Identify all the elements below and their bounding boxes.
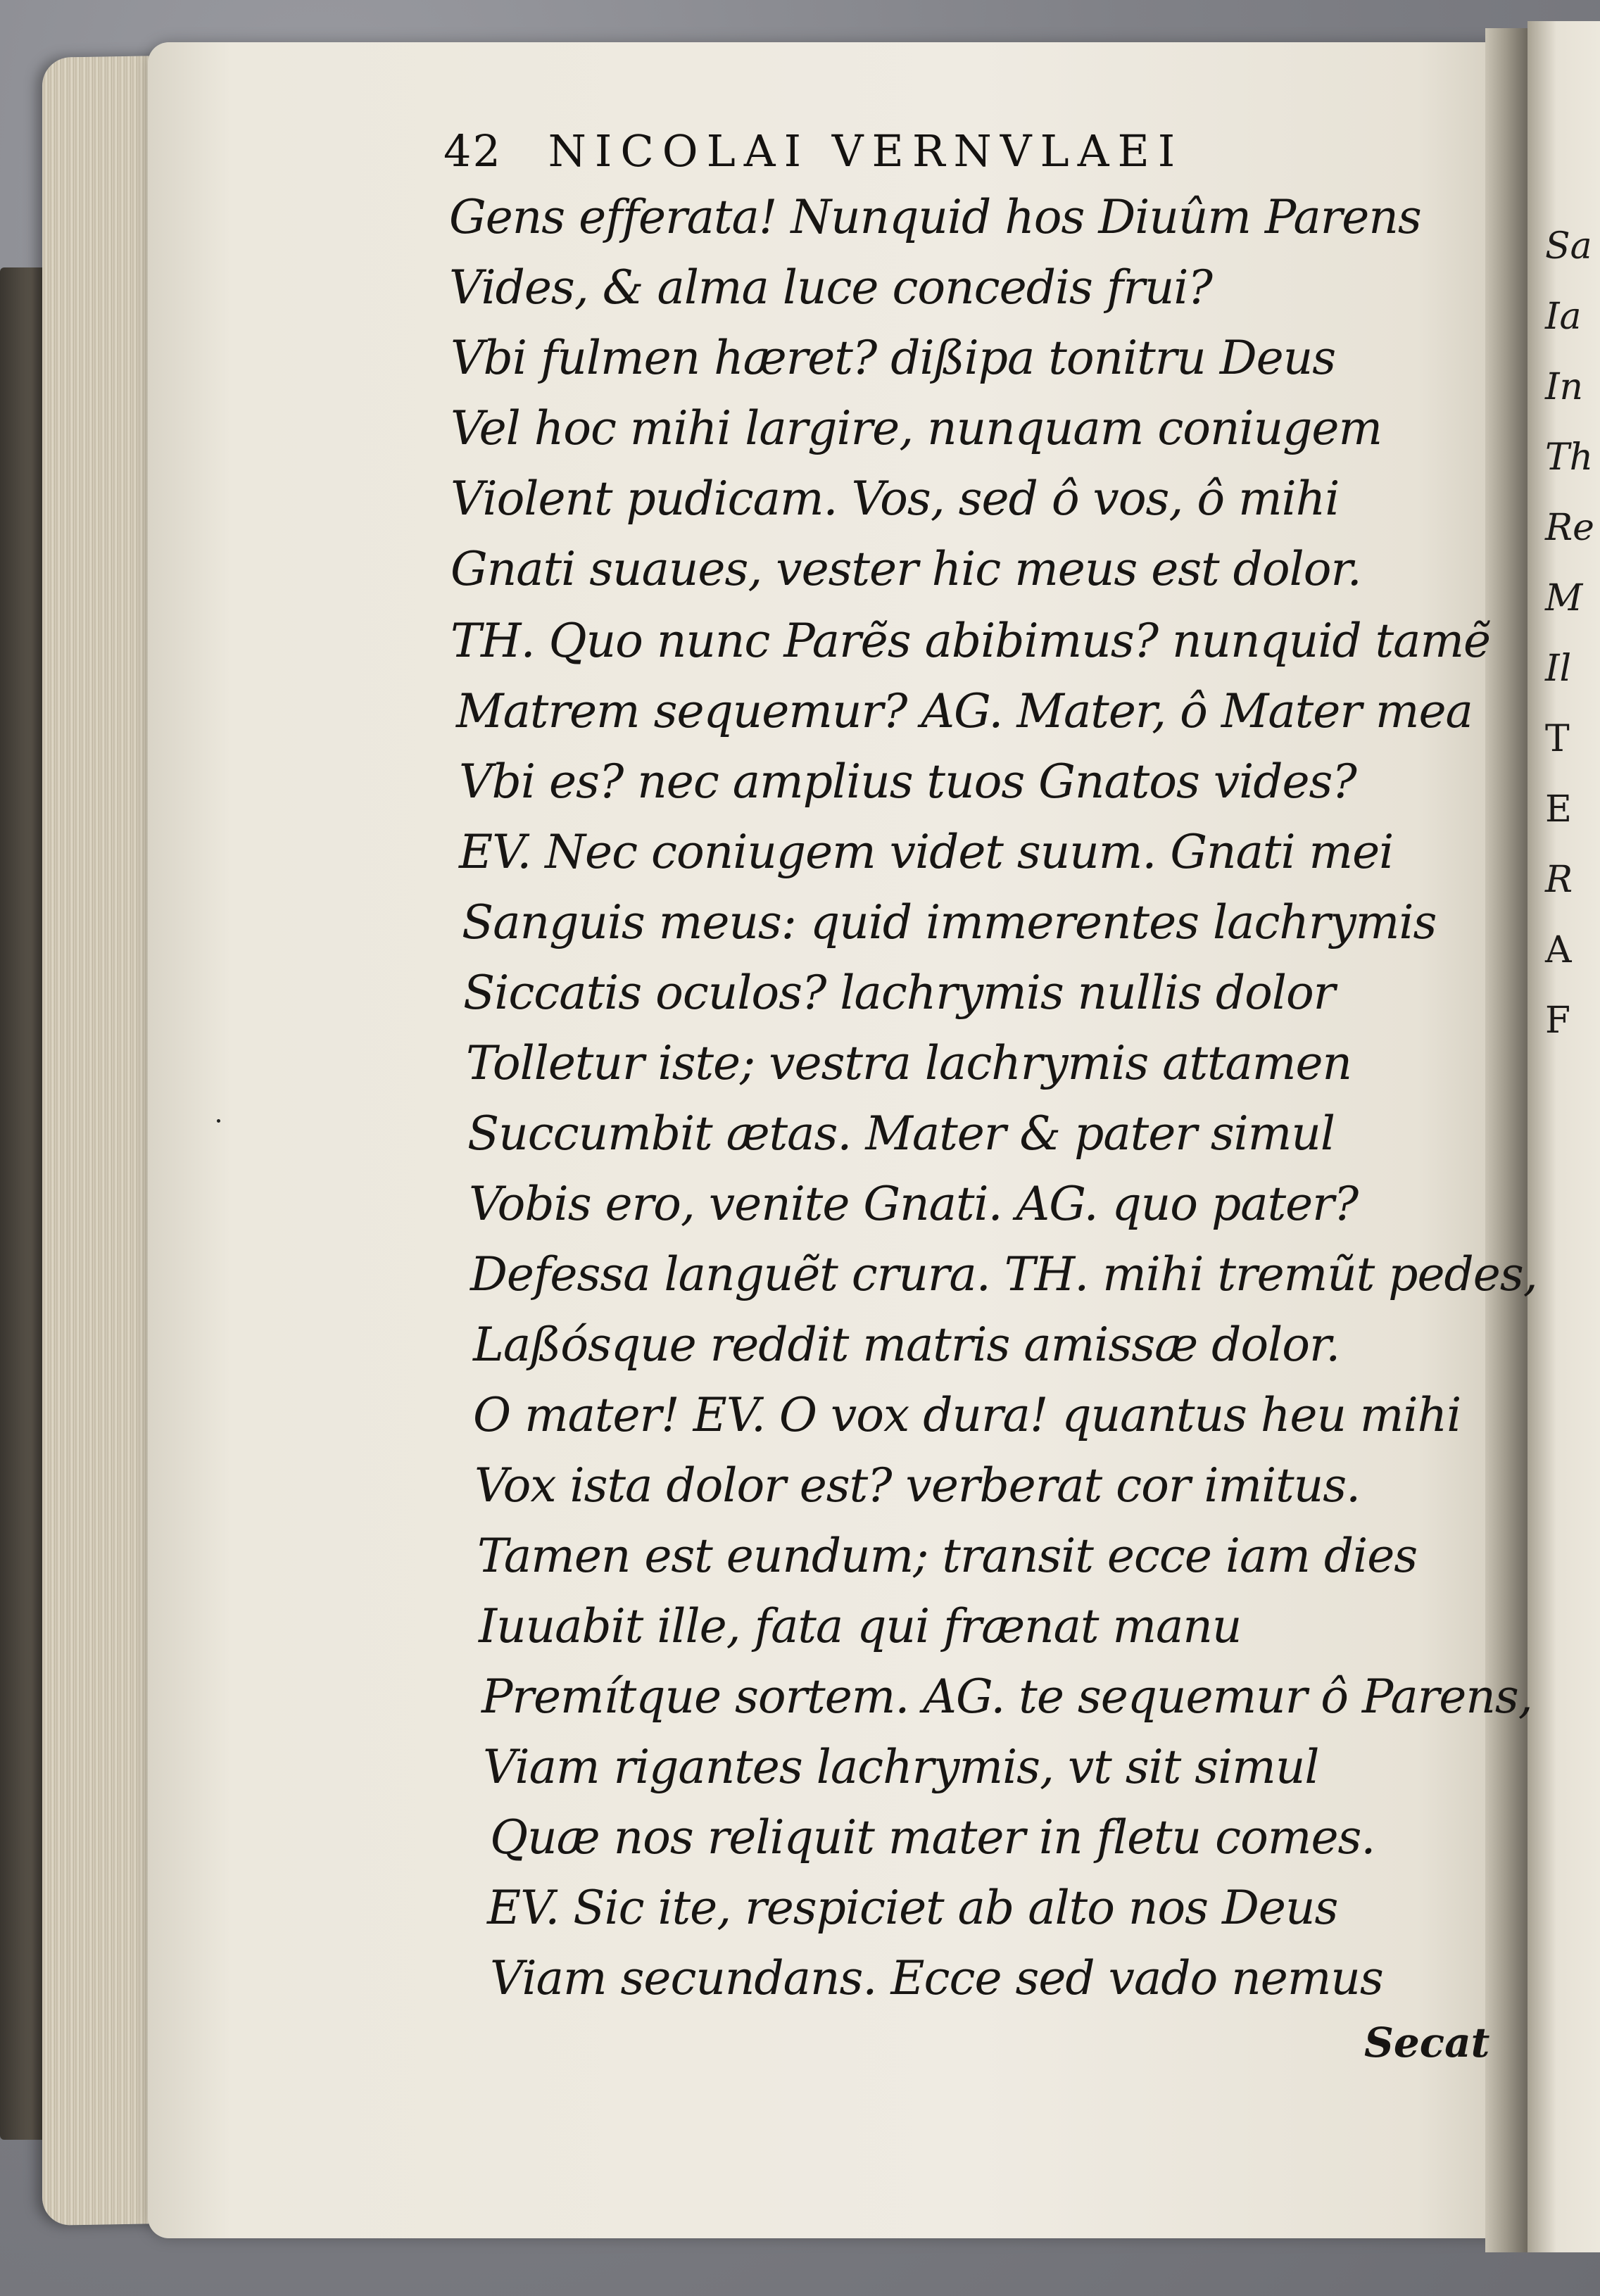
verse-line: Defessa languẽt crura. TH. mihi tremũt pedes, bbox=[470, 1247, 1537, 1301]
verse-line: Violent pudicam. Vos, sed ô vos, ô mihi bbox=[451, 472, 1340, 526]
verse-line: Tamen est eundum; transit ecce iam dies bbox=[477, 1529, 1418, 1583]
facing-page-fragment: Il bbox=[1545, 648, 1572, 690]
verse-line: Quæ nos reliquit mater in fletu comes. bbox=[490, 1810, 1375, 1865]
ink-speck bbox=[217, 1119, 220, 1123]
facing-page-fragment: Ia bbox=[1545, 296, 1582, 338]
verse-line: Succumbit ætas. Mater & pater simul bbox=[467, 1106, 1335, 1161]
facing-page-fragment: E bbox=[1545, 788, 1572, 831]
verse-line: Vel hoc mihi largire, nunquam coniugem bbox=[451, 401, 1382, 455]
verse-line: Vbi es? nec amplius tuos Gnatos vides? bbox=[459, 755, 1356, 809]
facing-page-fragment: A bbox=[1545, 929, 1572, 971]
verse-line: Siccatis oculos? lachrymis nullis dolor bbox=[463, 966, 1335, 1020]
verse-line: Vbi fulmen hæret? dißipa tonitru Deus bbox=[451, 331, 1336, 385]
verse-line: Vides, & alma luce concedis frui? bbox=[449, 260, 1212, 315]
facing-page-fragment: Re bbox=[1545, 507, 1594, 549]
verse-line: EV. Sic ite, respiciet ab alto nos Deus bbox=[487, 1881, 1338, 1935]
verse-line: Gens efferata! Nunquid hos Diuûm Parens bbox=[449, 190, 1421, 244]
verse-line: TH. Quo nunc Parẽs abibimus? nunquid tamẽ bbox=[451, 614, 1491, 668]
verse-line: Sanguis meus: quid immerentes lachrymis bbox=[462, 895, 1437, 950]
facing-page-fragment: M bbox=[1545, 577, 1583, 619]
facing-page-fragment: R bbox=[1545, 859, 1573, 901]
verse-line: Viam secundans. Ecce sed vado nemus bbox=[490, 1951, 1383, 2005]
verse-line: Tolletur iste; vestra lachrymis attamen bbox=[466, 1036, 1352, 1090]
facing-page-fragment: Sa bbox=[1545, 225, 1592, 267]
facing-page-fragment: Th bbox=[1545, 436, 1594, 479]
facing-page-fragment: T bbox=[1545, 718, 1570, 760]
verse-line: Vox ista dolor est? verberat cor imitus. bbox=[474, 1458, 1361, 1513]
verse-line: Matrem sequemur? AG. Mater, ô Mater mea bbox=[456, 684, 1473, 738]
verse-line: O mater! EV. O vox dura! quantus heu mihi bbox=[473, 1388, 1461, 1442]
verse-line: Gnati suaues, vester hic meus est dolor. bbox=[451, 542, 1361, 596]
facing-page-fragment: F bbox=[1545, 999, 1571, 1042]
facing-page bbox=[1527, 21, 1600, 2252]
facing-page-fragment: In bbox=[1545, 366, 1584, 408]
running-title: NICOLAI VERNVLAEI bbox=[548, 125, 1184, 177]
verse-line: Iuuabit ille, fata qui frænat manu bbox=[479, 1599, 1242, 1653]
verse-line: Vobis ero, venite Gnati. AG. quo pater? bbox=[469, 1177, 1359, 1231]
verse-line: Premítque sortem. AG. te sequemur ô Parens, bbox=[481, 1670, 1532, 1724]
verse-line: Viam rigantes lachrymis, vt sit simul bbox=[483, 1740, 1319, 1794]
book-gutter bbox=[1485, 28, 1527, 2252]
verse-line: Laßósque reddit matris amissæ dolor. bbox=[473, 1318, 1340, 1372]
verse-line: EV. Nec coniugem videt suum. Gnati mei bbox=[459, 825, 1394, 879]
catchword: Secat bbox=[1364, 2019, 1490, 2067]
running-header bbox=[443, 125, 1183, 177]
page-number: 42 bbox=[443, 125, 502, 177]
